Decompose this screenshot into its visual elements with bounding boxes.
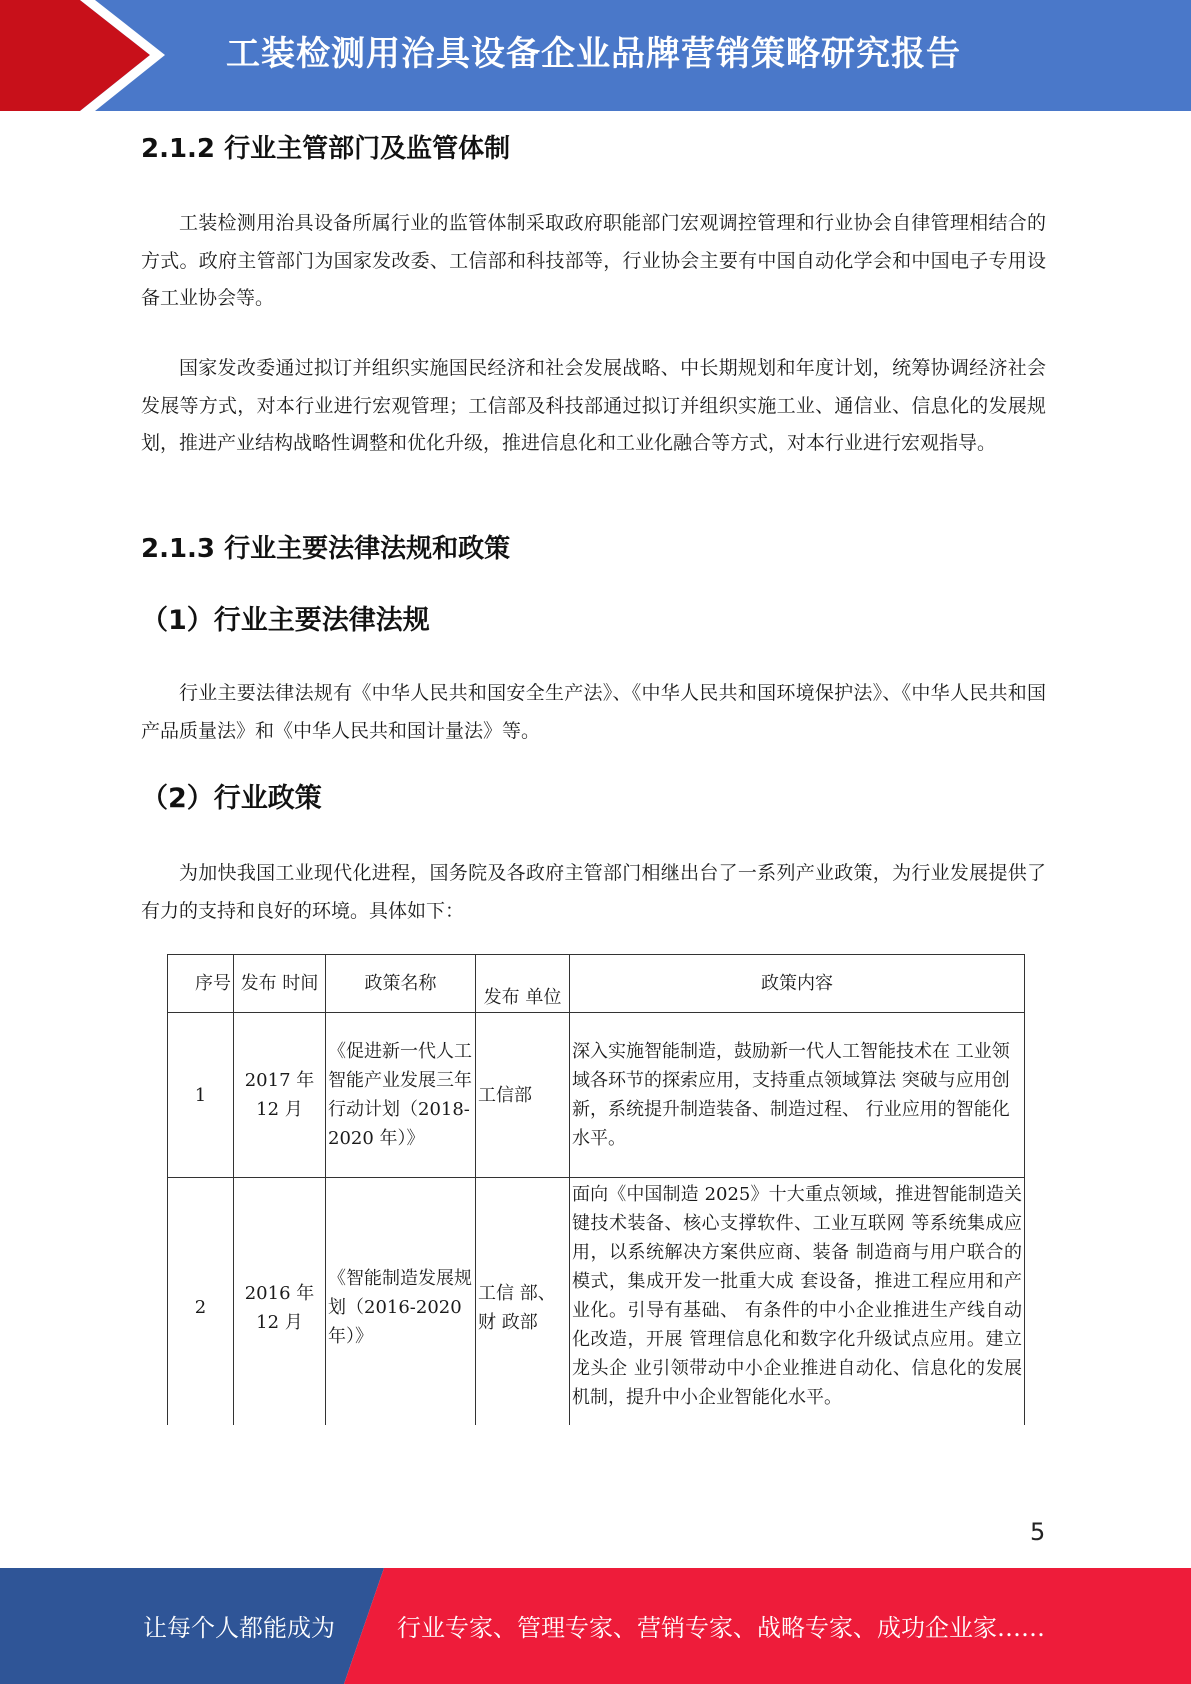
table-row xyxy=(168,1013,1025,1178)
cell-num: 2 xyxy=(168,1178,234,1438)
table-header-row xyxy=(168,955,1025,1013)
footer-slogan-left: 让每个人都能成为 xyxy=(143,1614,335,1642)
header-unit: 发布 单位 xyxy=(476,955,570,1013)
cell-unit: 工信 部、财 政部 xyxy=(476,1178,570,1438)
page-number: 5 xyxy=(1030,1518,1046,1546)
cell-content: 深入实施智能制造，鼓励新一代人工智能技术在 工业领域各环节的探索应用，支持重点领域算法 突破与应用创新，系统提升制造装备、制造过程、 行业应用的智能化水平。 xyxy=(570,1013,1025,1178)
footer-slogan-right: 行业专家、管理专家、营销专家、战略专家、成功企业家…… xyxy=(397,1614,1045,1642)
report-title: 工装检测用治具设备企业品牌营销策略研究报告 xyxy=(226,34,961,74)
header-content: 政策内容 xyxy=(570,955,1025,1013)
section-heading-2-1-3: 2.1.3 行业主要法律法规和政策 xyxy=(141,534,511,564)
header-name: 政策名称 xyxy=(326,955,476,1013)
cell-content: 面向《中国制造 2025》十大重点领域，推进智能制造关键技术装备、核心支撑软件、工业互联网 等系统集成应用，以系统解决方案供应商、装备 制造商与用户联合的模式，集成开发一批重大成 套设备，推进工程应用和产业化。引导有基础、 有条件的中小企业推进生产线自动化改造，开展 管理信息化和数字化升级试点应用。建立龙头企 业引领带动中小企业推进自动化、信息化的发展 机制，提升中小企业智能化水平。 xyxy=(570,1178,1025,1438)
table-row xyxy=(168,1178,1025,1438)
cell-unit: 工信部 xyxy=(476,1013,570,1178)
cell-num: 1 xyxy=(168,1013,234,1178)
cell-policy-name: 《智能制造发展规划（2016-2020 年）》 xyxy=(326,1178,476,1438)
page-header xyxy=(0,0,1191,111)
page-bottom-margin xyxy=(0,1425,1191,1545)
cell-policy-name: 《促进新一代人工智能产业发展三年行动计划（2018-2020 年）》 xyxy=(326,1013,476,1178)
paragraph-policies-intro: 为加快我国工业现代化进程，国务院及各政府主管部门相继出台了一系列产业政策，为行业发展提供了有力的支持和良好的环境。具体如下： xyxy=(141,862,1046,922)
cell-date: 2016 年 12 月 xyxy=(234,1178,326,1438)
page-footer xyxy=(0,1568,1191,1684)
subheading-laws: （1）行业主要法律法规 xyxy=(141,605,430,636)
header-date: 发布 时间 xyxy=(234,955,326,1013)
cell-date: 2017 年 12 月 xyxy=(234,1013,326,1178)
header-num: 序号 xyxy=(168,955,234,1013)
paragraph-macro-management: 国家发改委通过拟订并组织实施国民经济和社会发展战略、中长期规划和年度计划，统筹协调经济社会发展等方式，对本行业进行宏观管理；工信部及科技部通过拟订并组织实施工业、通信业、信息化的发展规划，推进产业结构战略性调整和优化升级，推进信息化和工业化融合等方式，对本行业进行宏观指导。 xyxy=(141,357,1046,455)
paragraph-laws: 行业主要法律法规有《中华人民共和国安全生产法》、《中华人民共和国环境保护法》、《中华人民共和国产品质量法》和《中华人民共和国计量法》等。 xyxy=(141,682,1046,742)
paragraph-regulatory-system: 工装检测用治具设备所属行业的监管体制采取政府职能部门宏观调控管理和行业协会自律管理相结合的方式。政府主管部门为国家发改委、工信部和科技部等，行业协会主要有中国自动化学会和中国电子专用设备工业协会等。 xyxy=(141,212,1046,310)
section-heading-2-1-2: 2.1.2 行业主管部门及监管体制 xyxy=(141,134,511,164)
subheading-policies: （2）行业政策 xyxy=(141,783,322,814)
policy-table xyxy=(167,954,1025,1438)
